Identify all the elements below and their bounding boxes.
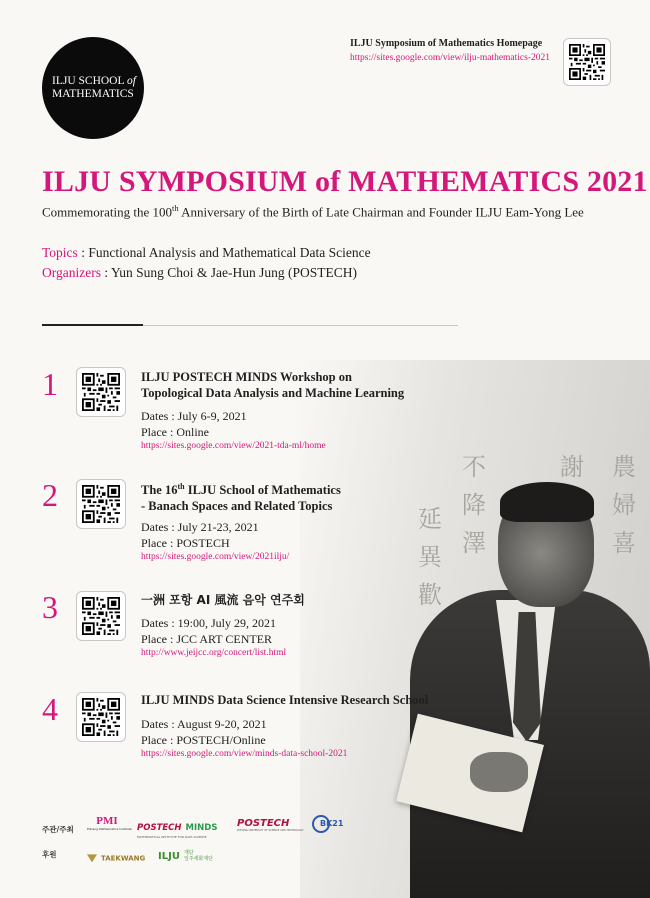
divider-line: [143, 325, 458, 326]
event-4-link[interactable]: https://sites.google.com/view/minds-data-school-2021: [141, 749, 348, 759]
event-3-dates: Dates : 19:00, July 29, 2021: [141, 616, 276, 630]
calligraphy-col-3: 謝: [560, 453, 584, 481]
event-4-place: Place : POSTECH/Online: [141, 733, 266, 747]
postech-logo: POSTECH POHANG UNIVERSITY OF SCIENCE AND TECHNOLOGY: [237, 818, 304, 832]
event-2-title: The 16th ILJU School of Mathematics - Banach Spaces and Related Topics: [141, 482, 341, 514]
host-label: 주관/주최: [42, 825, 74, 834]
bk21-logo: BK21: [312, 815, 352, 835]
support-label: 후원: [42, 850, 57, 859]
topics-row: Topics : Functional Analysis and Mathematical Data Science: [42, 245, 371, 260]
qr-icon: [82, 485, 120, 523]
person-hair: [500, 482, 594, 522]
ilju-foundation-logo: ILJU 재단 일주세화재단: [158, 850, 213, 863]
qr-icon: [82, 698, 120, 736]
qr-icon: [569, 44, 605, 80]
calligraphy-col-4: 農 婦 喜: [612, 453, 636, 557]
event-2-place: Place : POSTECH: [141, 536, 230, 550]
event-3-title: 一洲 포항 AI 風流 음악 연주회: [141, 593, 305, 607]
subtitle: Commemorating the 100th Anniversary of the Birth of Late Chairman and Founder ILJU Eam-Yong Lee: [42, 203, 584, 220]
event-4-number: 4: [42, 691, 58, 727]
taekwang-icon: [87, 854, 97, 862]
calligraphy-col-2: 延 異 歡: [418, 505, 442, 609]
qr-icon: [82, 373, 120, 411]
postech-minds-logo: POSTECH MINDS MATHEMATICAL INSTITUTE FOR DATA SCIENCE: [137, 823, 218, 839]
event-1-link[interactable]: https://sites.google.com/view/2021-tda-ml/home: [141, 441, 326, 451]
event-1-title: ILJU POSTECH MINDS Workshop on Topological Data Analysis and Machine Learning: [141, 370, 405, 400]
organizers-row: Organizers : Yun Sung Choi & Jae-Hun Jung (POSTECH): [42, 265, 357, 280]
event-4-title: ILJU MINDS Data Science Intensive Research School: [141, 693, 429, 707]
event-2-qr-code[interactable]: [76, 479, 126, 529]
event-2-link[interactable]: https://sites.google.com/view/2021ilju/: [141, 552, 290, 562]
divider-accent: [42, 324, 143, 326]
page-title: ILJU SYMPOSIUM of MATHEMATICS 2021: [42, 165, 648, 198]
calligraphy-col-1: 不 降 澤: [462, 453, 486, 557]
event-4-qr-code[interactable]: [76, 692, 126, 742]
event-4-dates: Dates : August 9-20, 2021: [141, 717, 267, 731]
event-1-qr-code[interactable]: [76, 367, 126, 417]
event-1-dates: Dates : July 6-9, 2021: [141, 409, 247, 423]
person-hand: [470, 752, 528, 792]
taekwang-logo: TAEKWANG: [87, 849, 145, 867]
event-3-qr-code[interactable]: [76, 591, 126, 641]
event-2-dates: Dates : July 21-23, 2021: [141, 520, 259, 534]
event-3-place: Place : JCC ART CENTER: [141, 632, 273, 646]
event-1-number: 1: [42, 366, 58, 402]
homepage-qr-code[interactable]: [563, 38, 611, 86]
pmi-logo: PMI Pohang Mathematics Institute: [87, 815, 132, 831]
event-2-number: 2: [42, 477, 58, 513]
ilju-school-logo: ILJU SCHOOL of MATHEMATICS: [42, 37, 144, 139]
event-3-number: 3: [42, 589, 58, 625]
homepage-link[interactable]: https://sites.google.com/view/ilju-mathematics-2021: [350, 53, 550, 63]
qr-icon: [82, 597, 120, 635]
homepage-title: ILJU Symposium of Mathematics Homepage: [350, 38, 543, 49]
event-3-link[interactable]: http://www.jeijcc.org/concert/list.html: [141, 648, 287, 658]
event-1-place: Place : Online: [141, 425, 209, 439]
